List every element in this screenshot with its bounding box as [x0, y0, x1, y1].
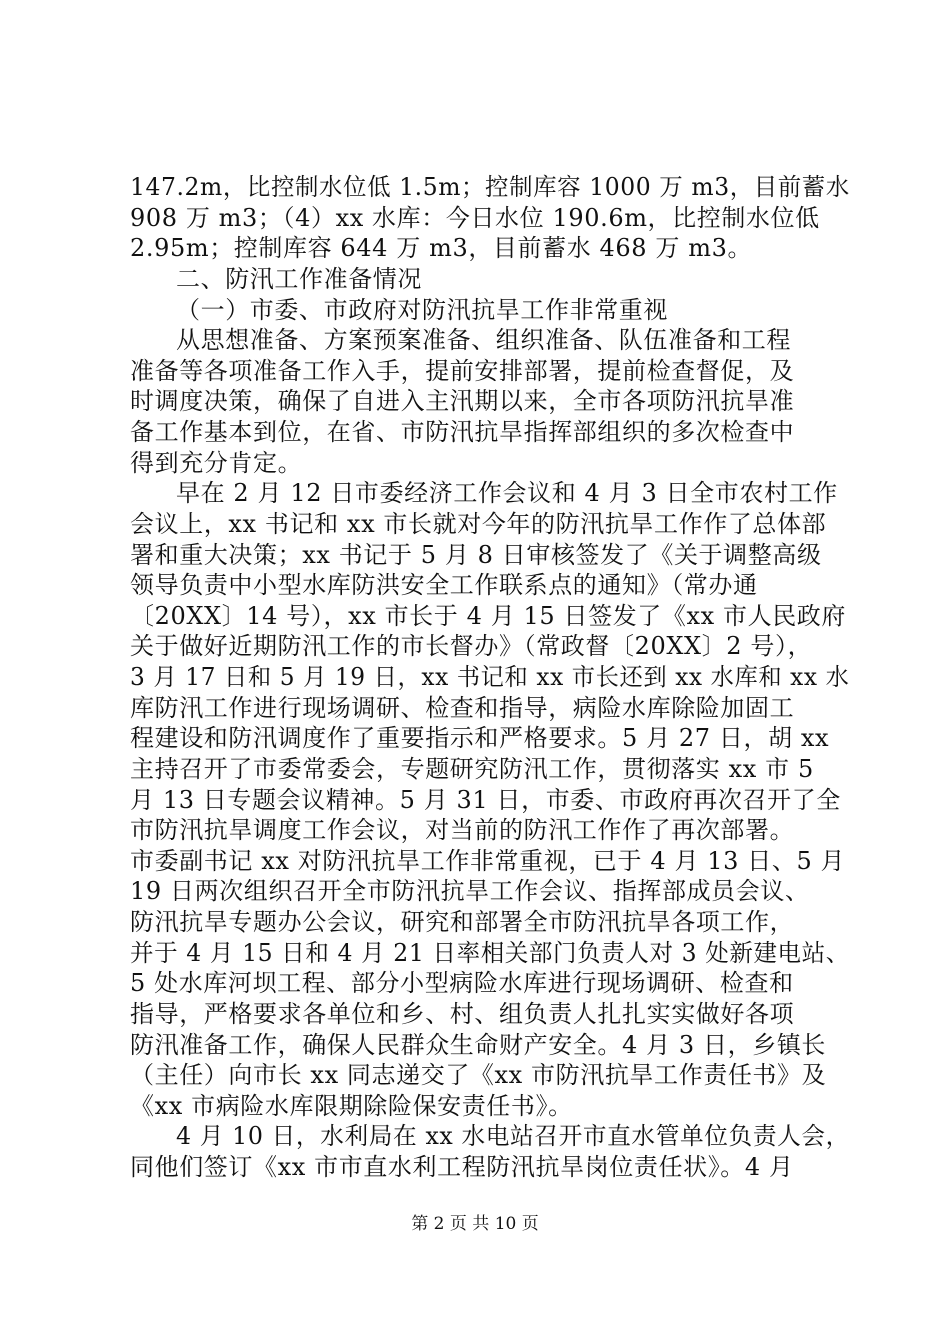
- text-line: 署和重大决策；xx 书记于 5 月 8 日审核签发了《关于调整高级: [130, 541, 822, 569]
- text-line: 会议上，xx 书记和 xx 市长就对今年的防汛抗旱工作作了总体部: [130, 510, 827, 538]
- text-line: 关于做好近期防汛工作的市长督办》（常政督〔20XX〕2 号），: [130, 632, 813, 660]
- text-line: 19 日两次组织召开全市防汛抗旱工作会议、指挥部成员会议、: [130, 877, 810, 905]
- text-line: 准备等各项准备工作入手，提前安排部署，提前检查督促，及: [130, 357, 795, 385]
- text-line: 908 万 m3；（4）xx 水库：今日水位 190.6m，比控制水位低: [130, 204, 820, 232]
- text-line: 市防汛抗旱调度工作会议，对当前的防汛工作作了再次部署。: [130, 816, 795, 844]
- text-line: 得到充分肯定。: [130, 449, 303, 477]
- text-line: 早在 2 月 12 日市委经济工作会议和 4 月 3 日全市农村工作: [176, 479, 838, 507]
- text-line: 并于 4 月 15 日和 4 月 21 日率相关部门负责人对 3 处新建电站、: [130, 939, 850, 967]
- text-line: 4 月 10 日，水利局在 xx 水电站召开市直水管单位负责人会，: [176, 1122, 850, 1150]
- text-line: 《xx 市病险水库限期除险保安责任书》。: [130, 1092, 573, 1120]
- text-line: 时调度决策，确保了自进入主汛期以来，全市各项防汛抗旱准: [130, 387, 795, 415]
- text-line: 月 13 日专题会议精神。5 月 31 日，市委、市政府再次召开了全: [130, 786, 841, 814]
- text-line: 程建设和防汛调度作了重要指示和严格要求。5 月 27 日，胡 xx: [130, 724, 830, 752]
- section-heading: 二、防汛工作准备情况: [176, 265, 422, 293]
- page-number-footer: 第 2 页 共 10 页: [411, 1214, 539, 1234]
- text-line: 防汛抗旱专题办公会议，研究和部署全市防汛抗旱各项工作，: [130, 908, 795, 936]
- text-line: 备工作基本到位，在省、市防汛抗旱指挥部组织的多次检查中: [130, 418, 795, 446]
- text-line: 从思想准备、方案预案准备、组织准备、队伍准备和工程: [176, 326, 791, 354]
- text-line: 市委副书记 xx 对防汛抗旱工作非常重视，已于 4 月 13 日、5 月: [130, 847, 846, 875]
- text-line: 2.95m；控制库容 644 万 m3，目前蓄水 468 万 m3。: [130, 234, 753, 262]
- text-line: 指导，严格要求各单位和乡、村、组负责人扎扎实实做好各项: [130, 1000, 795, 1028]
- text-line: 防汛准备工作，确保人民群众生命财产安全。4 月 3 日，乡镇长: [130, 1031, 827, 1059]
- text-line: 3 月 17 日和 5 月 19 日，xx 书记和 xx 市长还到 xx 水库和 xx 水: [130, 663, 850, 691]
- text-line: 领导负责中小型水库防洪安全工作联系点的通知》（常办通: [130, 571, 758, 599]
- text-line: 同他们签订《xx 市市直水利工程防汛抗旱岗位责任状》。4 月: [130, 1153, 794, 1181]
- text-line: 5 处水库河坝工程、部分小型病险水库进行现场调研、检查和: [130, 969, 794, 997]
- text-line: 147.2m，比控制水位低 1.5m；控制库容 1000 万 m3，目前蓄水: [130, 173, 850, 201]
- text-line: （主任）向市长 xx 同志递交了《xx 市防汛抗旱工作责任书》及: [130, 1061, 827, 1089]
- subsection-heading: （一）市委、市政府对防汛抗旱工作非常重视: [176, 296, 668, 324]
- text-line: 主持召开了市委常委会，专题研究防汛工作，贯彻落实 xx 市 5: [130, 755, 814, 783]
- text-line: 〔20XX〕14 号），xx 市长于 4 月 15 日签发了《xx 市人民政府: [130, 602, 846, 630]
- text-line: 库防汛工作进行现场调研、检查和指导，病险水库除险加固工: [130, 694, 795, 722]
